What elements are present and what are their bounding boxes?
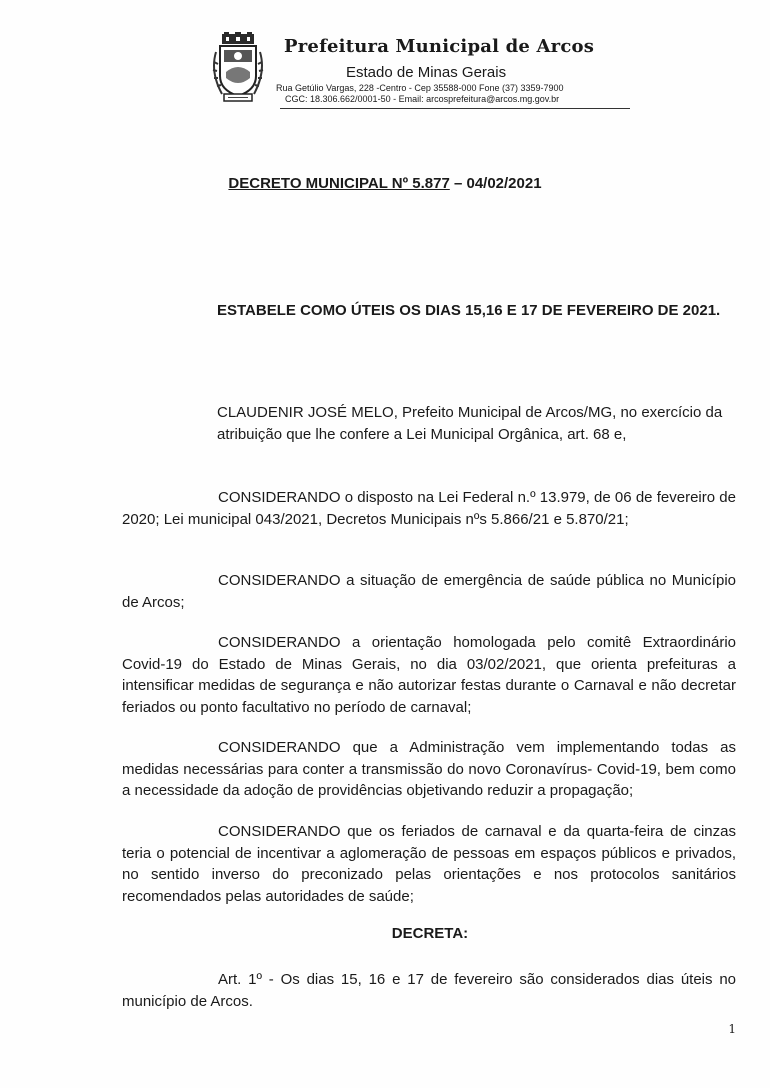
considerando-text: CONSIDERANDO que os feriados de carnaval e da quarta-feira de cinzas teria o potencial de incentivar a aglomeração de pessoas em espaços públicos e privados, no sentido inverso do preconizado pelas orientações e nos protocolos sanitários recomendados pelas autoridades de saúde;: [122, 823, 736, 905]
article-1: [122, 969, 736, 1012]
letterhead-divider: [280, 108, 630, 109]
considerando-paragraph: [122, 821, 736, 907]
considerando-paragraph: [122, 570, 736, 613]
letterhead-title: Prefeitura Municipal de Arcos: [284, 36, 595, 57]
considerando-text: CONSIDERANDO o disposto na Lei Federal n.º 13.979, de 06 de fevereiro de 2020; Lei municipal 043/2021, Decretos Municipais nºs 5.866/21 e 5.870/21;: [122, 489, 736, 528]
considerando-paragraph: [122, 737, 736, 802]
considerando-text: CONSIDERANDO que a Administração vem implementando todas as medidas necessárias para conter a transmissão do novo Coronavírus- Covid-19, bem como a necessidade da adoção de providências objetivando reduzir a propagação;: [122, 739, 736, 799]
letterhead-address: Rua Getúlio Vargas, 228 -Centro - Cep 35588-000 Fone (37) 3359-7900: [276, 83, 564, 93]
decree-title: [0, 175, 770, 192]
decree-date: – 04/02/2021: [449, 175, 542, 192]
decree-summary: ESTABELE COMO ÚTEIS OS DIAS 15,16 E 17 DE FEVEREIRO DE 2021.: [217, 302, 721, 319]
considerando-text: CONSIDERANDO a orientação homologada pelo comitê Extraordinário Covid-19 do Estado de Minas Gerais, no dia 03/02/2021, que orienta prefeituras a intensificar medidas de segurança e não autorizar festas durante o Carnaval e não decretar feriados ou ponto facultativo no período de carnaval;: [122, 634, 736, 716]
municipal-coat-of-arms-icon: [210, 32, 266, 104]
decree-intro: CLAUDENIR JOSÉ MELO, Prefeito Municipal de Arcos/MG, no exercício da atribuição que lhe confere a Lei Municipal Orgânica, art. 68 e,: [217, 404, 723, 443]
decreta-heading: DECRETA:: [391, 925, 469, 942]
page-number: 1: [728, 1022, 736, 1036]
considerando-text: CONSIDERANDO a situação de emergência de saúde pública no Município de Arcos;: [122, 572, 736, 611]
considerando-paragraph: [122, 487, 736, 530]
considerando-paragraph: [122, 632, 736, 718]
letterhead: [210, 30, 630, 110]
letterhead-contact: CGC: 18.306.662/0001-50 - Email: arcosprefeitura@arcos.mg.gov.br: [285, 94, 560, 104]
letterhead-state: Estado de Minas Gerais: [346, 64, 507, 81]
article-1-text: Art. 1º - Os dias 15, 16 e 17 de fevereiro são considerados dias úteis no município de Arcos.: [122, 971, 736, 1010]
decree-number: DECRETO MUNICIPAL Nº 5.877: [228, 175, 450, 192]
